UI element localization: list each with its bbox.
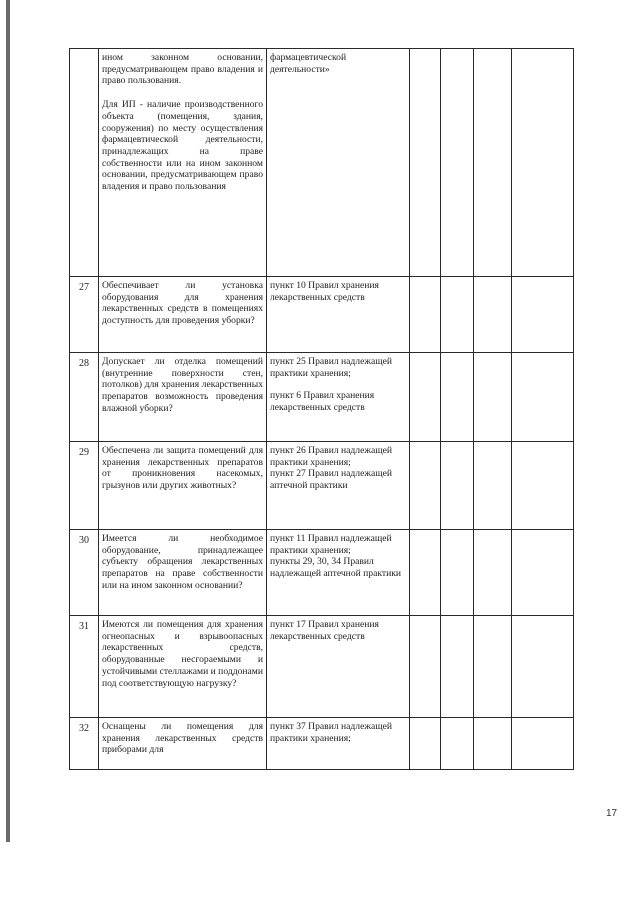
table-row (70, 353, 574, 442)
note-cell[interactable] (512, 353, 574, 442)
requirement-text (99, 49, 267, 277)
reference-paragraph: пункт 17 Правил хранения лекарственных средств (270, 619, 379, 642)
requirement-paragraph: Оснащены ли помещения для хранения лекарственных средств приборами для (102, 721, 263, 756)
note-cell[interactable] (512, 718, 574, 770)
requirement-text (99, 616, 267, 718)
requirement-text (99, 718, 267, 770)
answer-yes-cell[interactable] (410, 718, 441, 770)
note-cell[interactable] (512, 277, 574, 353)
row-number: 27 (70, 277, 99, 353)
legal-reference (267, 49, 410, 277)
table-row (70, 530, 574, 616)
legal-reference (267, 718, 410, 770)
answer-yes-cell[interactable] (410, 49, 441, 277)
note-cell[interactable] (512, 49, 574, 277)
requirement-text (99, 353, 267, 442)
note-cell[interactable] (512, 530, 574, 616)
reference-paragraph: пункт 10 Правил хранения лекарственных средств (270, 280, 379, 303)
answer-yes-cell[interactable] (410, 616, 441, 718)
inspection-checklist-table (69, 48, 574, 770)
answer-no-cell[interactable] (441, 616, 474, 718)
row-number: 30 (70, 530, 99, 616)
table-row (70, 49, 574, 277)
answer-na-cell[interactable] (474, 353, 512, 442)
requirement-paragraph: Имеются ли помещения для хранения огнеопасных и взрывоопасных лекарственных средств, оборудованные несгораемыми и устойчивыми стеллажами и поддонами под соответствующую нагрузку? (102, 619, 263, 689)
answer-yes-cell[interactable] (410, 442, 441, 530)
row-number: 32 (70, 718, 99, 770)
reference-paragraph: фармацевтической деятельности» (270, 52, 347, 75)
requirement-paragraph: Для ИП - наличие производственного объекта (помещения, здания, сооружения) по месту осуществления фармацевтической деятельности, принадлежащих на праве собственности или на ином законном основании, предусматривающем право владения и право пользования (102, 99, 263, 193)
answer-yes-cell[interactable] (410, 353, 441, 442)
answer-yes-cell[interactable] (410, 277, 441, 353)
answer-na-cell[interactable] (474, 442, 512, 530)
reference-paragraph: пункт 6 Правил хранения лекарственных средств (270, 390, 375, 414)
requirement-paragraph: Допускает ли отделка помещений (внутренние поверхности стен, потолков) для хранения лекарственных препаратов возможность проведения влажной уборки? (102, 356, 263, 414)
answer-na-cell[interactable] (474, 616, 512, 718)
answer-no-cell[interactable] (441, 530, 474, 616)
answer-na-cell[interactable] (474, 49, 512, 277)
answer-yes-cell[interactable] (410, 530, 441, 616)
row-number: 31 (70, 616, 99, 718)
answer-no-cell[interactable] (441, 277, 474, 353)
answer-no-cell[interactable] (441, 718, 474, 770)
requirement-text (99, 442, 267, 530)
reference-paragraph: пункт 37 Правил надлежащей практики хранения; (270, 721, 393, 744)
legal-reference (267, 353, 410, 442)
reference-paragraph: пункт 11 Правил надлежащей практики хранения; (270, 533, 392, 556)
note-cell[interactable] (512, 616, 574, 718)
row-number: 29 (70, 442, 99, 530)
answer-na-cell[interactable] (474, 530, 512, 616)
requirement-paragraph: ином законном основании, предусматривающем право владения и право пользования. (102, 52, 263, 87)
note-cell[interactable] (512, 442, 574, 530)
answer-no-cell[interactable] (441, 49, 474, 277)
requirement-paragraph: Обеспечена ли защита помещений для хранения лекарственных препаратов от проникновения насекомых, грызунов или других животных? (102, 445, 263, 492)
reference-paragraph: пункт 26 Правил надлежащей практики хранения; (270, 445, 393, 468)
legal-reference (267, 616, 410, 718)
row-number: 28 (70, 353, 99, 442)
answer-no-cell[interactable] (441, 353, 474, 442)
page-number: 17 (606, 808, 618, 819)
row-number (70, 49, 99, 277)
page-binding-edge (6, 0, 10, 842)
reference-paragraph: пункты 29, 30, 34 Правил надлежащей аптечной практики (270, 556, 401, 580)
requirement-text (99, 277, 267, 353)
answer-na-cell[interactable] (474, 718, 512, 770)
legal-reference (267, 530, 410, 616)
table-row (70, 277, 574, 353)
legal-reference (267, 277, 410, 353)
answer-no-cell[interactable] (441, 442, 474, 530)
requirement-paragraph: Имеется ли необходимое оборудование, принадлежащее субъекту обращения лекарственных препаратов на праве собственности или на ином законном основании? (102, 533, 263, 591)
table-row (70, 442, 574, 530)
requirement-paragraph: Обеспечивает ли установка оборудования для хранения лекарственных средств в помещениях доступность для проведения уборки? (102, 280, 263, 327)
reference-paragraph: пункт 25 Правил надлежащей практики хранения; (270, 356, 393, 379)
answer-na-cell[interactable] (474, 277, 512, 353)
legal-reference (267, 442, 410, 530)
requirement-text (99, 530, 267, 616)
reference-paragraph: пункт 27 Правил надлежащей аптечной практики (270, 468, 393, 492)
table-row (70, 718, 574, 770)
table-row (70, 616, 574, 718)
